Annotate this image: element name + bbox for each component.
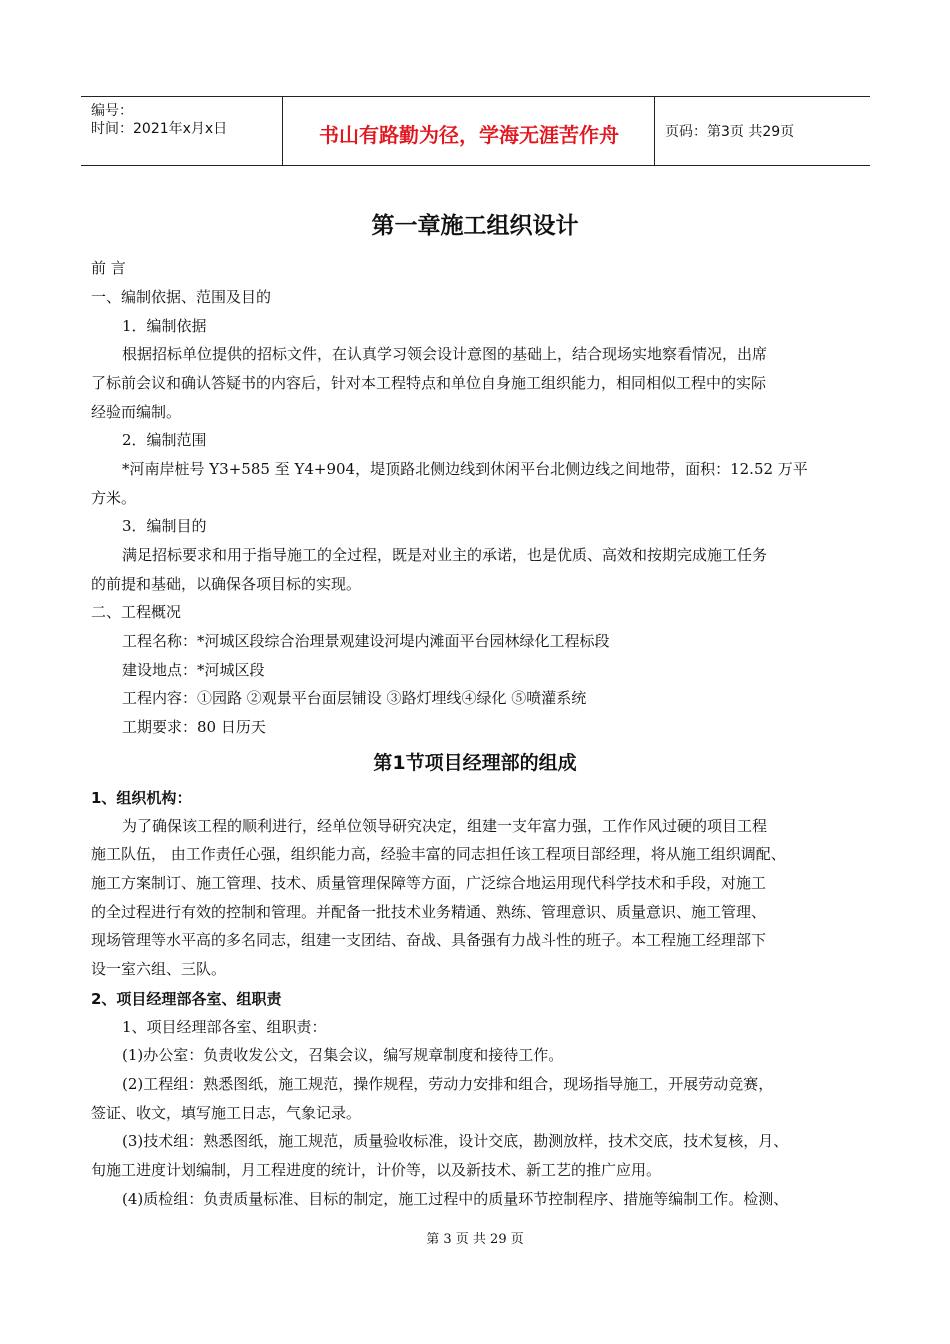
paragraph-line: 的全过程进行有效的控制和管理。并配备一批技术业务精通、熟练、管理意识、质量意识、施工管理、 <box>91 903 767 921</box>
subheading-basis: 1．编制依据 <box>122 317 207 335</box>
page-footer: 第 3 页 共 29 页 <box>426 1232 524 1247</box>
paragraph-line: 施工方案制订、施工管理、技术、质量管理保障等方面，广泛综合地运用现代科学技术和手段，对施工 <box>91 874 767 892</box>
header-page-cell <box>655 97 870 165</box>
duty-intro: 1、项目经理部各室、组职责： <box>122 1018 327 1036</box>
paragraph-line: *河南岸桩号 Y3+585 至 Y4+904，堤顶路北侧边线到休闲平台北侧边线之间地带，面积：12.52 万平 <box>122 460 808 478</box>
chapter-title: 第一章施工组织设计 <box>371 213 579 239</box>
overview-location: 建设地点：*河城区段 <box>122 661 265 679</box>
paragraph-line: 为了确保该工程的顺利进行，经单位领导研究决定，组建一支年富力强，工作作风过硬的项目工程 <box>122 817 768 835</box>
subheading-scope: 2．编制范围 <box>122 431 207 449</box>
overview-duration: 工期要求：80 日历天 <box>122 718 266 736</box>
paragraph-line: 根据招标单位提供的招标文件，在认真学习领会设计意图的基础上，结合现场实地察看情况，出席 <box>122 345 768 363</box>
header-page-info: 页码：第3页 共29页 <box>665 124 795 140</box>
preface-heading: 前 言 <box>91 259 126 277</box>
org-heading: 1、组织机构： <box>91 789 192 807</box>
header-motto: 书山有路勤为径，学海无涯苦作舟 <box>319 123 619 147</box>
duty-heading: 2、项目经理部各室、组职责 <box>91 990 282 1008</box>
paragraph-line: 设一室六组、三队。 <box>91 960 227 978</box>
paragraph-line: 满足招标要求和用于指导施工的全过程，既是对业主的承诺，也是优质、高效和按期完成施工任务 <box>122 546 768 564</box>
duty-quality: (4)质检组：负责质量标准、目标的制定，施工过程中的质量环节控制程序、措施等编制工作。检测、 <box>122 1190 789 1208</box>
paragraph-line: 的前提和基础，以确保各项目标的实现。 <box>91 575 362 593</box>
section-title: 第1节项目经理部的组成 <box>373 752 577 774</box>
header-motto-cell <box>283 97 655 165</box>
paragraph-line: 现场管理等水平高的多名同志，组建一支团结、奋战、具备强有力战斗性的班子。本工程施工经理部下 <box>91 931 767 949</box>
document-number-label: 编号： <box>91 103 133 119</box>
paragraph-line: 施工队伍， 由工作责任心强，组织能力高，经验丰富的同志担任该工程项目部经理，将从施工组织调配、 <box>91 845 786 863</box>
duty-technical: (3)技术组：熟悉图纸，施工规范，质量验收标准，设计交底，勘测放样，技术交底，技术复核，月、 <box>122 1132 789 1150</box>
document-date: 时间：2021年x月x日 <box>91 121 228 137</box>
duty-office: (1)办公室：负责收发公文，召集会议，编写规章制度和接待工作。 <box>122 1046 564 1064</box>
header-meta-cell <box>81 97 283 165</box>
overview-content: 工程内容：①园路 ②观景平台面层铺设 ③路灯埋线④绿化 ⑤喷灌系统 <box>122 689 587 707</box>
overview-project-name: 工程名称：*河城区段综合治理景观建设河堤内滩面平台园林绿化工程标段 <box>122 632 610 650</box>
duty-technical-cont: 旬施工进度计划编制，月工程进度的统计，计价等，以及新技术、新工艺的推广应用。 <box>91 1161 662 1179</box>
subheading-purpose: 3．编制目的 <box>122 517 207 535</box>
paragraph-line: 经验而编制。 <box>91 403 182 421</box>
paragraph-line: 方米。 <box>91 489 137 507</box>
header-table <box>81 96 870 166</box>
duty-engineering: (2)工程组：熟悉图纸，施工规范，操作规程，劳动力安排和组合，现场指导施工，开展劳动竞赛， <box>122 1075 774 1093</box>
paragraph-line: 了标前会议和确认答疑书的内容后，针对本工程特点和单位自身施工组织能力，相同相似工程中的实际 <box>91 374 767 392</box>
heading-overview: 二、工程概况 <box>91 603 182 621</box>
heading-basis-scope: 一、编制依据、范围及目的 <box>91 288 272 306</box>
duty-engineering-cont: 签证、收文，填写施工日志，气象记录。 <box>91 1104 362 1122</box>
